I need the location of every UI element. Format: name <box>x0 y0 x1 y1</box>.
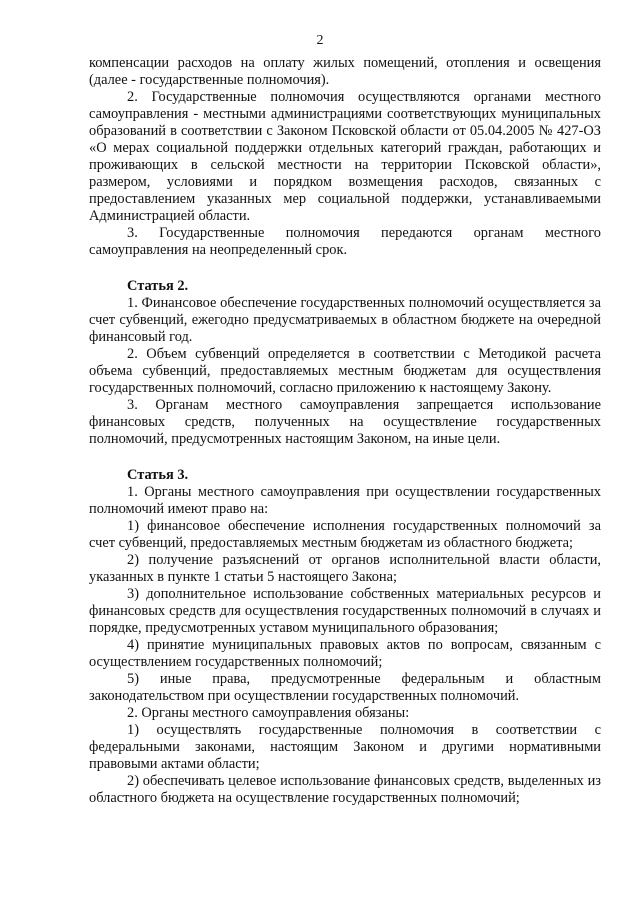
list-item: 1) осуществлять государственные полномочия в соответствии с федеральными законами, настоящим Законом и другими нормативными правовыми актами области; <box>89 722 601 772</box>
article-2-heading: Статья 2. <box>127 278 189 294</box>
paragraph: 2. Органы местного самоуправления обязаны: <box>127 705 410 721</box>
article-3-heading: Статья 3. <box>127 467 189 483</box>
paragraph: 3. Государственные полномочия передаются органам местного самоуправления на неопределенный срок. <box>89 225 601 258</box>
list-item: 1) финансовое обеспечение исполнения государственных полномочий за счет субвенций, предоставляемых местным бюджетам из областного бюджета; <box>89 518 601 551</box>
page-number: 2 <box>316 33 324 48</box>
list-item: 5) иные права, предусмотренные федеральным и областным законодательством при осуществлении государственных полномочий. <box>89 671 601 704</box>
paragraph: 3. Органам местного самоуправления запрещается использование финансовых средств, полученных на осуществление государственных полномочий, предусмотренных настоящим Законом, на иные цели. <box>89 397 601 447</box>
list-item: 2) обеспечивать целевое использование финансовых средств, выделенных из областного бюджета на осуществление государственных полномочий; <box>89 773 601 806</box>
list-item: 4) принятие муниципальных правовых актов по вопросам, связанным с осуществлением государственных полномочий; <box>89 637 601 670</box>
list-item: 2) получение разъяснений от органов исполнительной власти области, указанных в пункте 1 статьи 5 настоящего Закона; <box>89 552 601 585</box>
paragraph: 2. Объем субвенций определяется в соответствии с Методикой расчета объема субвенций, предоставляемых местным бюджетам для осуществления государственных полномочий, согласно приложению к настоящему Закону. <box>89 346 601 396</box>
document-body <box>89 55 601 807</box>
paragraph: 1. Органы местного самоуправления при осуществлении государственных полномочий имеют право на: <box>89 484 601 517</box>
list-item: 3) дополнительное использование собственных материальных ресурсов и финансовых средств для осуществления государственных полномочий в случаях и порядке, предусмотренных уставом муниципального образования; <box>89 586 601 636</box>
paragraph: 1. Финансовое обеспечение государственных полномочий осуществляется за счет субвенций, ежегодно предусматриваемых в областном бюджете на очередной финансовый год. <box>89 295 601 345</box>
paragraph: компенсации расходов на оплату жилых помещений, отопления и освещения (далее - государственные полномочия). <box>89 55 601 88</box>
paragraph: 2. Государственные полномочия осуществляются органами местного самоуправления - местными администрациями соответствующих муниципальных образований в соответствии с Законом Псковской области от 05.04.2005 № 427-ОЗ «О мерах социальной поддержки отдельных категорий граждан, работающих и проживающих в сельской местности на территории Псковской области», размером, условиями и порядком возмещения расходов, связанных с предоставлением указанных мер социальной поддержки, устанавливаемыми Администрацией области. <box>89 89 601 224</box>
